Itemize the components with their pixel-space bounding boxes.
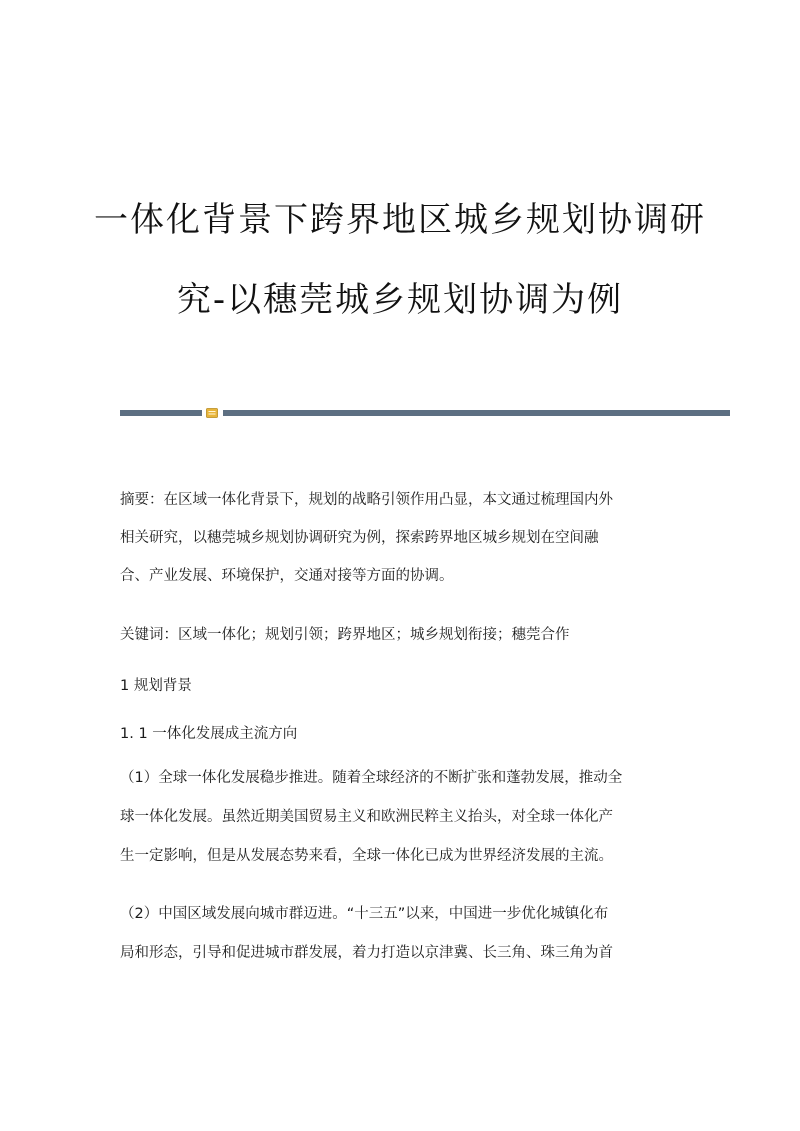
- abstract-line: 摘要：在区域一体化背景下，规划的战略引领作用凸显，本文通过梳理国内外: [120, 492, 613, 508]
- section-heading-text: 1 规划背景: [120, 678, 192, 694]
- document-title-line-1: 一体化背景下跨界地区城乡规划协调研: [94, 200, 706, 240]
- paragraph-urban-agglomeration: [120, 905, 690, 962]
- title-divider: [120, 408, 730, 416]
- paragraph-line: （1）全球一体化发展稳步推进。随着全球经济的不断扩张和蓬勃发展，推动全: [120, 770, 623, 786]
- paragraph-line: 生一定影响，但是从发展态势来看，全球一体化已成为世界经济发展的主流。: [120, 848, 613, 864]
- paragraph-line: 球一体化发展。虽然近期美国贸易主义和欧洲民粹主义抬头，对全球一体化产: [120, 809, 613, 825]
- divider-bar-left: [120, 410, 202, 416]
- keywords-line: 关键词：区域一体化；规划引领；跨界地区；城乡规划衔接；穗莞合作: [120, 627, 570, 643]
- section-heading-text: 1. 1 一体化发展成主流方向: [120, 726, 298, 742]
- paragraph-line: （2）中国区域发展向城市群迈进。“十三五”以来，中国进一步优化城镇化布: [120, 906, 609, 922]
- divider-bar-right: [223, 410, 730, 416]
- document-icon: [206, 408, 218, 418]
- abstract-line: 合、产业发展、环境保护，交通对接等方面的协调。: [120, 568, 454, 584]
- abstract-line: 相关研究，以穗莞城乡规划协调研究为例，探索跨界地区城乡规划在空间融: [120, 530, 599, 546]
- paragraph-global-integration: [120, 769, 690, 865]
- paragraph-line: 局和形态，引导和促进城市群发展，着力打造以京津冀、长三角、珠三角为首: [120, 945, 613, 961]
- abstract: [120, 491, 690, 585]
- document-title-line-2: 究-以穗莞城乡规划协调为例: [176, 280, 624, 320]
- section-heading-1-1: [120, 725, 690, 743]
- section-heading-1: [120, 677, 690, 695]
- keywords: [120, 626, 690, 644]
